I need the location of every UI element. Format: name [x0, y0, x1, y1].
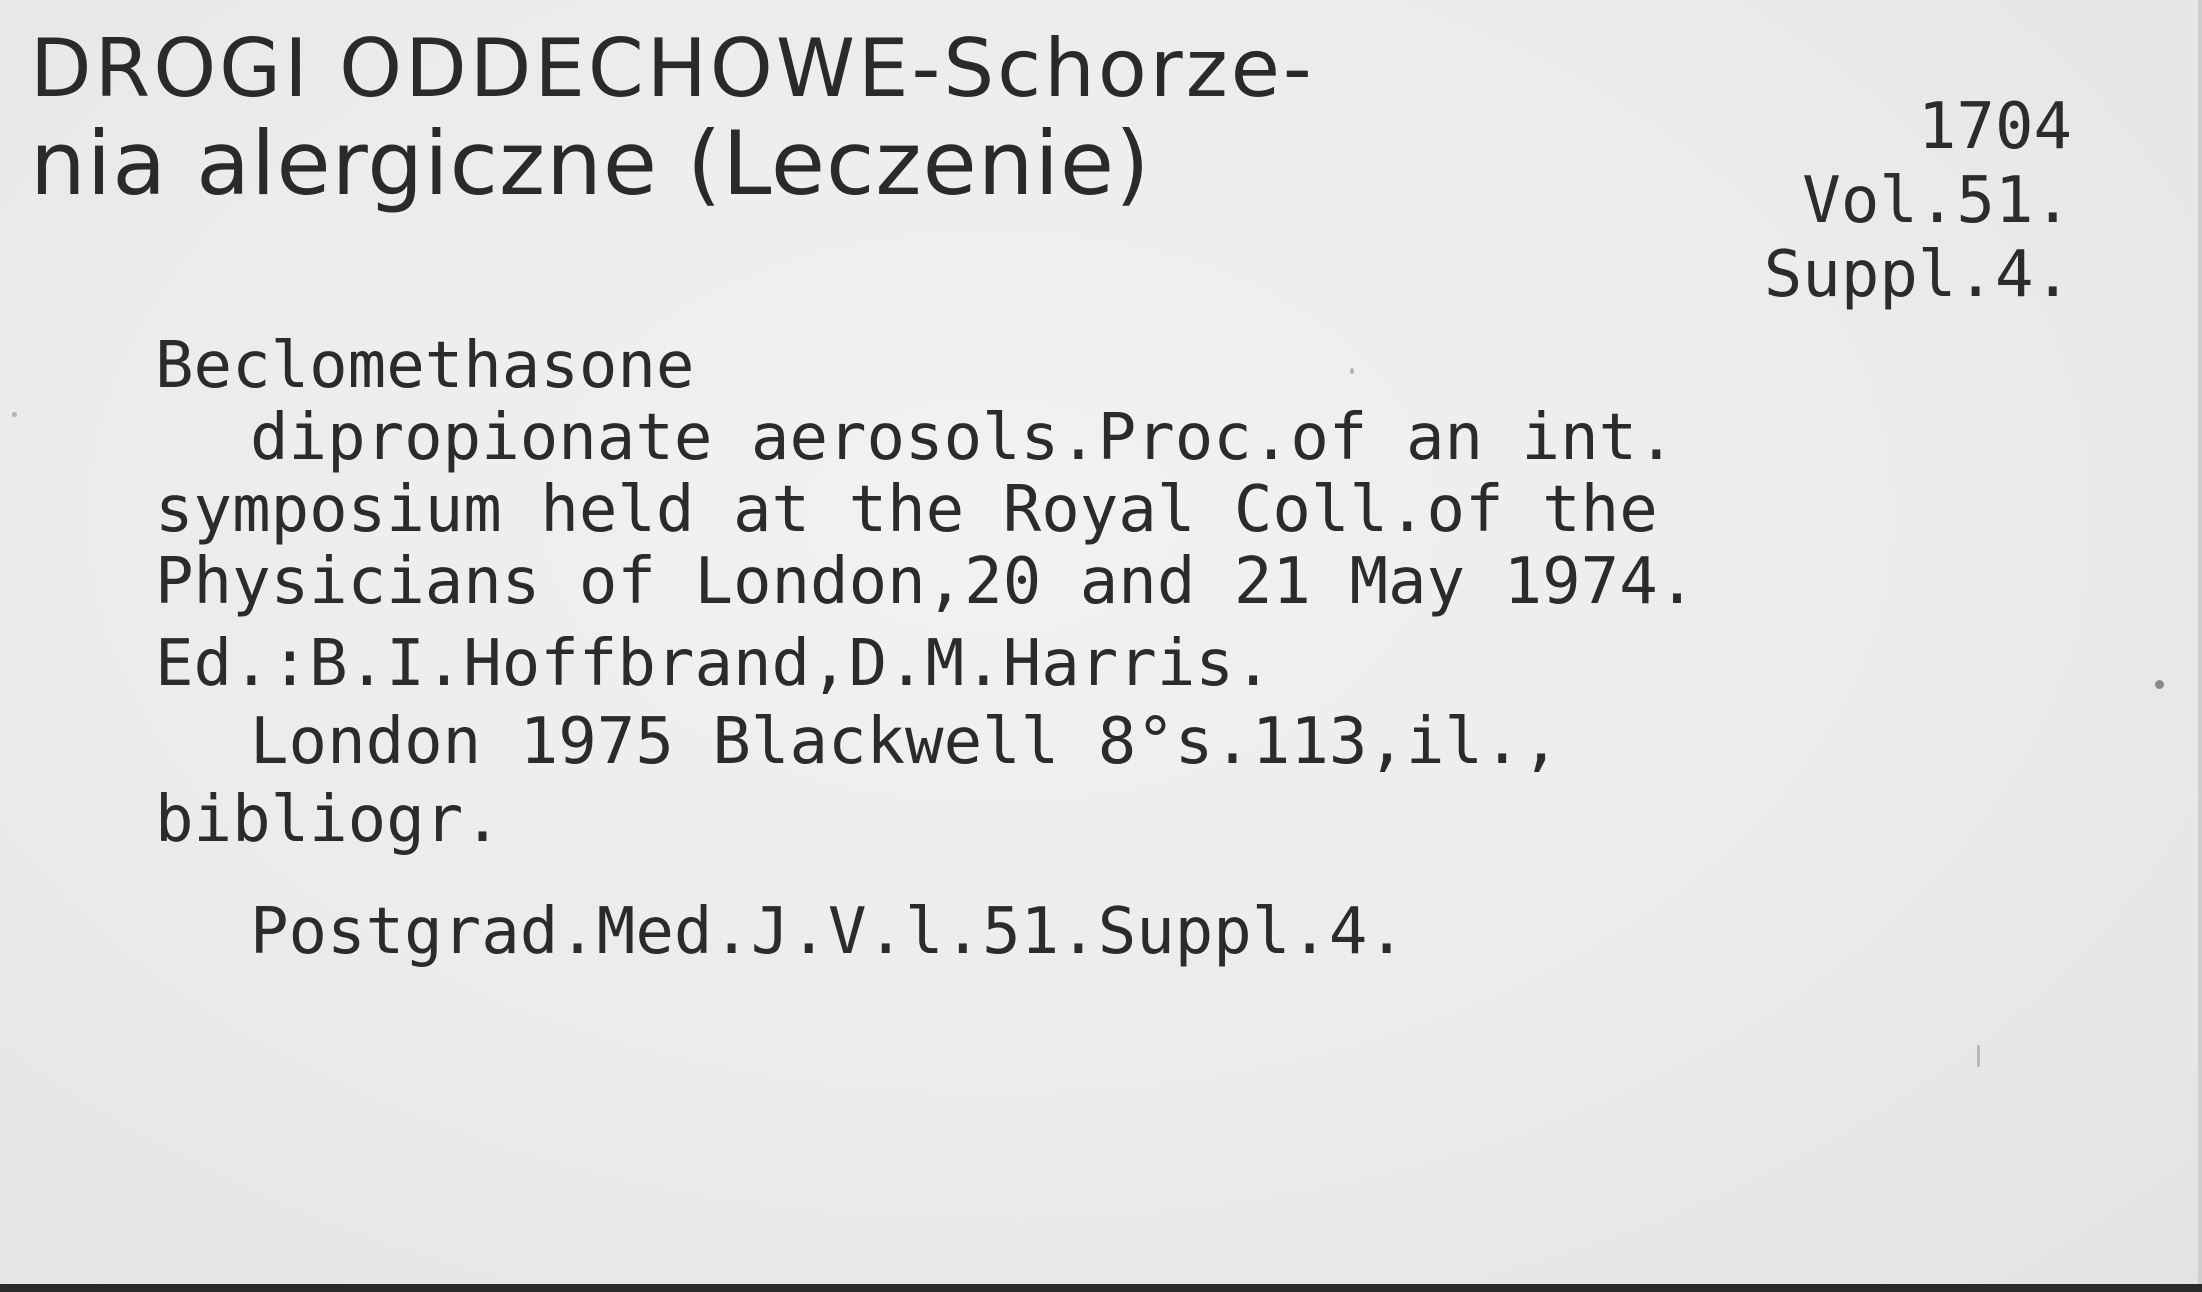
- shelfmark-volume: Vol.51.: [1802, 164, 2072, 238]
- entry-line: London 1975 Blackwell 8°s.113,il.,: [250, 705, 1561, 779]
- entry-title: Beclomethasone: [155, 329, 695, 403]
- card-right-edge: [2198, 0, 2202, 1292]
- subject-heading-line-2: nia alergiczne (Leczenie): [30, 112, 1151, 215]
- shelfmark-number: 1704: [1917, 90, 2072, 164]
- entry-line: Ed.:B.I.Hoffbrand,D.M.Harris.: [155, 627, 1273, 701]
- speck: [2155, 680, 2164, 689]
- card-bottom-edge: [0, 1284, 2202, 1292]
- speck: [1350, 368, 1354, 374]
- shelfmark-supplement: Suppl.4.: [1763, 238, 2072, 312]
- speck: [12, 412, 17, 417]
- entry-source: Postgrad.Med.J.V.l.51.Suppl.4.: [250, 895, 1406, 969]
- subject-heading-line-1: DROGI ODDECHOWE-Schorze-: [30, 22, 1315, 115]
- entry-line: symposium held at the Royal Coll.of the: [155, 473, 1658, 547]
- entry-line: dipropionate aerosols.Proc.of an int.: [250, 401, 1676, 475]
- speck: [1977, 1045, 1980, 1067]
- entry-line: Physicians of London,20 and 21 May 1974.: [155, 545, 1697, 619]
- entry-line: bibliogr.: [155, 783, 502, 857]
- shelfmark: [1764, 90, 2072, 312]
